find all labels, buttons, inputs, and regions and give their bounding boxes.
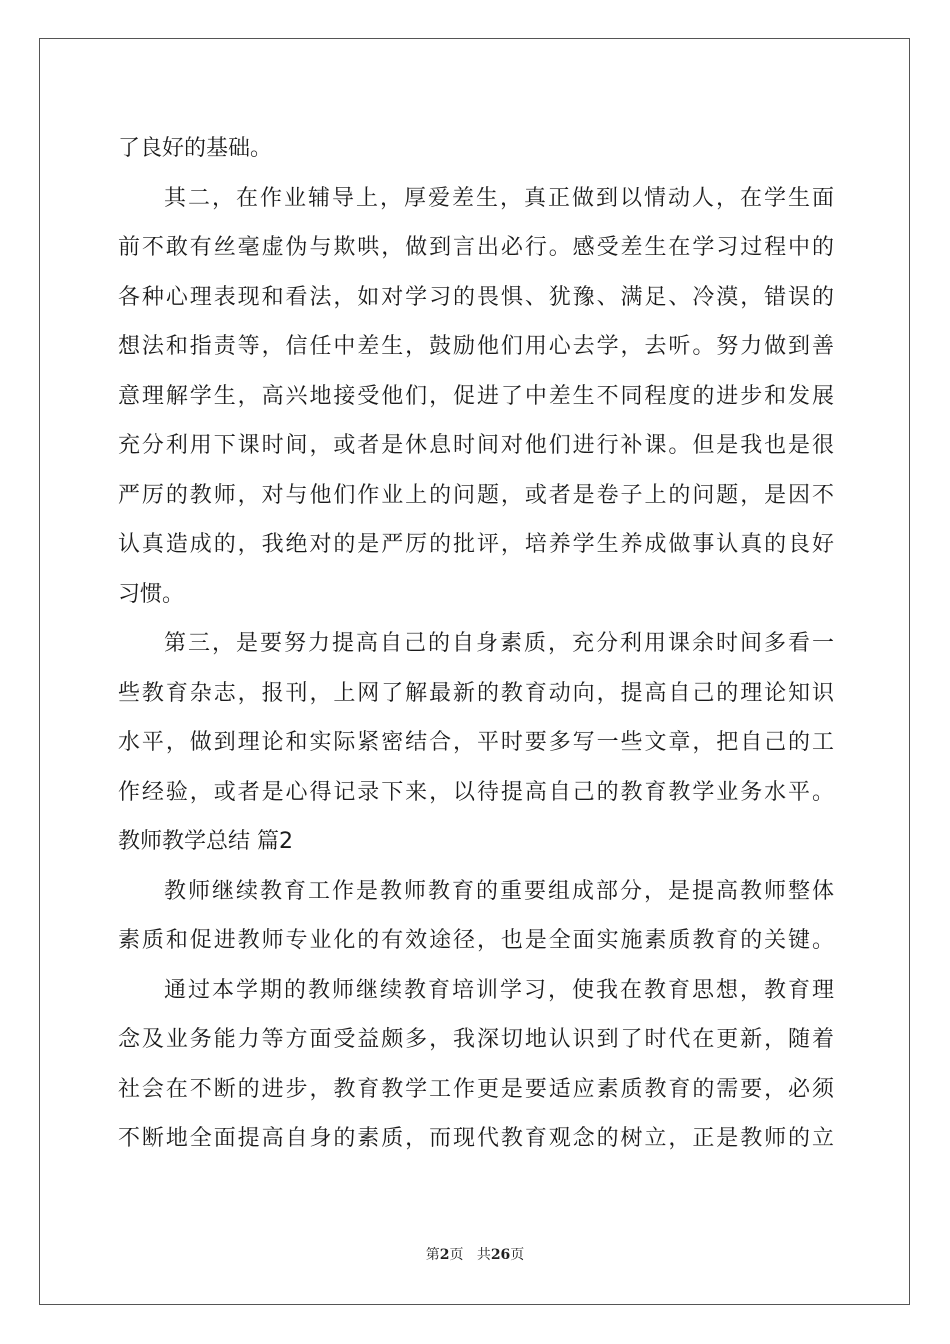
text-line: 认真造成的，我绝对的是严厉的批评，培养学生养成做事认真的良好 xyxy=(118,532,834,557)
text-line: 严厉的教师，对与他们作业上的问题，或者是卷子上的问题，是因不 xyxy=(118,482,834,508)
footer-page-unit: 页 xyxy=(449,1247,464,1263)
text-line: 社会在不断的进步，教育教学工作更是要适应素质教育的需要，必须 xyxy=(118,1076,834,1102)
text-line: 水平，做到理论和实际紧密结合，平时要多写一些文章，把自己的工 xyxy=(118,730,834,755)
text-line: 通过本学期的教师继续教育培训学习，使我在教育思想，教育理 xyxy=(164,977,834,1003)
text-line: 意理解学生，高兴地接受他们，促进了中差生不同程度的进步和发展 xyxy=(118,383,834,409)
footer-total-prefix: 共 xyxy=(476,1247,491,1263)
text-line: 充分利用下课时间，或者是休息时间对他们进行补课。但是我也是很 xyxy=(118,433,834,458)
footer-page-number: 2 xyxy=(439,1247,450,1263)
text-line: 作经验，或者是心得记录下来，以待提高自己的教育教学业务水平。 xyxy=(118,779,834,805)
text-line: 其二，在作业辅导上，厚爱差生，真正做到以情动人，在学生面 xyxy=(164,185,834,211)
text-line: 想法和指责等，信任中差生，鼓励他们用心去学，去听。努力做到善 xyxy=(118,334,834,359)
text-line: 前不敢有丝毫虚伪与欺哄，做到言出必行。感受差生在学习过程中的 xyxy=(118,235,834,260)
document-body xyxy=(118,124,834,1164)
text-line: 习惯。 xyxy=(118,581,185,607)
footer-prefix: 第 xyxy=(425,1247,440,1263)
text-line: 不断地全面提高自身的素质，而现代教育观念的树立，正是教师的立 xyxy=(118,1126,834,1151)
text-line: 些教育杂志，报刊，上网了解最新的教育动向，提高自己的理论知识 xyxy=(118,680,834,706)
text-line: 教师教学总结 篇2 xyxy=(118,829,293,854)
text-line: 教师继续教育工作是教师教育的重要组成部分，是提高教师整体 xyxy=(164,878,834,904)
text-line: 素质和促进教师专业化的有效途径，也是全面实施素质教育的关键。 xyxy=(118,928,834,953)
text-line: 了良好的基础。 xyxy=(118,136,273,161)
footer-total-unit: 页 xyxy=(510,1247,525,1263)
text-line: 念及业务能力等方面受益颇多，我深切地认识到了时代在更新，随着 xyxy=(118,1027,834,1052)
text-line: 各种心理表现和看法，如对学习的畏惧、犹豫、满足、冷漠，错误的 xyxy=(118,284,834,310)
page-footer xyxy=(0,1244,950,1264)
footer-total-pages: 26 xyxy=(490,1247,511,1263)
text-line: 第三，是要努力提高自己的自身素质，充分利用课余时间多看一 xyxy=(164,631,834,656)
